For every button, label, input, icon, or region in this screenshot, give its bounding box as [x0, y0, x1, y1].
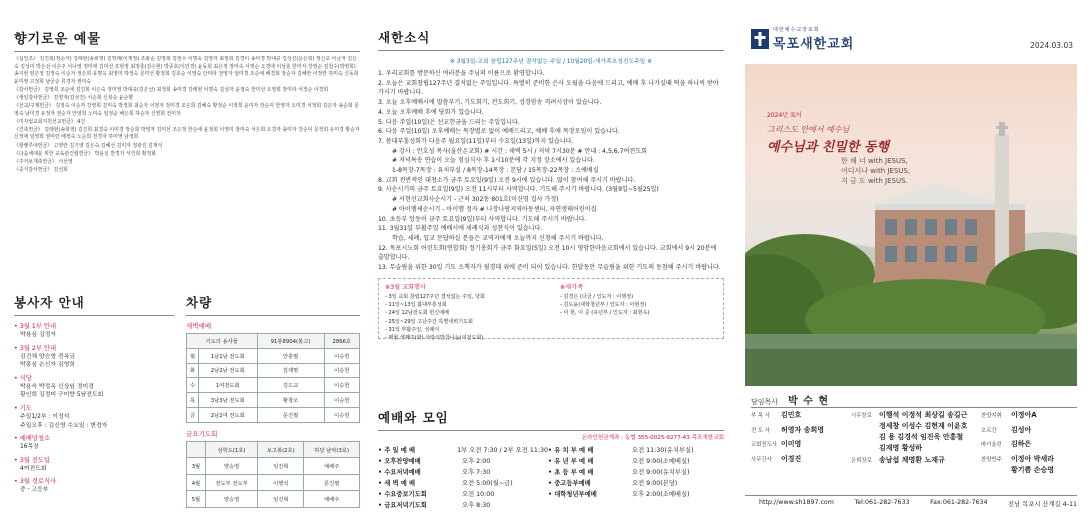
staff-names [879, 455, 945, 469]
friday-cell: 임진혁 [258, 458, 304, 475]
staff-row [751, 410, 851, 424]
service-group-head: • 식당 [14, 374, 32, 382]
worship-row [548, 445, 724, 456]
new-family-item: - 이 현, 이 준 (유년부 / 인도자 : 최현옥) [560, 310, 650, 317]
worship-name: • 중고등부예배 [548, 480, 591, 487]
service-group-head: • 3월 1부 안내 [14, 323, 57, 330]
friday-head-row [187, 441, 360, 458]
dawn-row [187, 393, 360, 408]
friday-cell: 임진혁 [258, 491, 304, 508]
church-event-item: - 3일 교회 창립127주년 결석없는 주일, 당회 [385, 293, 485, 300]
worship-time: 오후 7:30 [462, 469, 491, 476]
friday-vehicle-table [186, 441, 360, 508]
church-event-item: - 31일 부활주일, 성례식 [385, 326, 440, 333]
service-group-body: 박흥심 손신자 김영희 [20, 362, 75, 369]
staff-row [981, 425, 1077, 439]
friday-cell: 문진필 [304, 474, 360, 491]
worship-name: • 유 년 부 예 배 [548, 458, 594, 465]
service-group [14, 322, 174, 340]
worship-name: • 새 벽 예 배 [378, 480, 416, 487]
service-group [14, 477, 174, 495]
motto-en-3: 지 금 도 with JESUS. [841, 177, 908, 185]
worship-time: 오전 5:00(월~금) [462, 480, 513, 487]
worship-name: • 금요저녁기도회 [378, 502, 427, 509]
worship-time: 오전 11:30(유치부실) [632, 447, 694, 454]
worship-row [548, 478, 724, 489]
friday-cell: 전도부 전도부 [205, 474, 257, 491]
news-banner: ※ 3월3일-교회 창립127주년 결석없는 주일 / 10월20일-새가족초청전도주일 ※ [450, 59, 652, 65]
staff-role: 부 목 사 [751, 413, 771, 419]
vehicle-title: 차량 [186, 295, 213, 310]
staff-role: 사무간사 [751, 456, 772, 463]
news-item: # 저녁특송 연습이 오늘 점심식사 후 1시10분에 각 지정 장소에서 있습니다. [392, 157, 595, 165]
dawn-cell: 이승헌 [324, 363, 359, 378]
staff-role: 전 도 사 [751, 427, 771, 434]
worship-name: • 오후찬양예배 [378, 458, 421, 465]
worship-list-right [548, 445, 724, 511]
news-item: 9. 사순시기의 금주 토요일(9일) 오전 11시부터 사역합니다. 기도해 주시기 바랍니다. (3월9일~5월25일) [378, 186, 659, 194]
friday-cell: 양승영 [205, 491, 257, 508]
footer-tel: Tel:061-282-7633 [854, 499, 910, 506]
worship-time: 오전 9:00(본당) [632, 480, 678, 487]
dawn-subtitle: 새벽예배 [186, 322, 212, 330]
news-item: 1. 우리교회를 방문하신 여러분을 주님의 이름으로 환영합니다. [378, 70, 545, 77]
service-list [14, 322, 174, 495]
dawn-cell: 3남3남 전도회 [199, 393, 258, 408]
staff-column [751, 410, 851, 477]
offering-paragraph: 《미자립교회지원선교헌금》 4건 [14, 118, 86, 125]
news-item: 8. 교회 전반적인 대청소가 금주 토요일(9일) 오전 9시에 있습니다. 많이 참여해 주시기 바랍니다. [378, 176, 636, 184]
news-item: 12. 목포시노회 어린도회(연합회) 정기총회가 금주 화요일(5일) 오전 10시 영암한마음교회에서 있습니다. 교회에서 9시 20분에 출발합니다. [378, 244, 717, 262]
service-group [14, 344, 174, 370]
church-event-item: - 24일 12남전도회 헌신예배 [385, 310, 449, 317]
staff-row [851, 410, 981, 454]
staff-names [879, 410, 967, 454]
worship-name: • 수요저녁예배 [378, 469, 421, 476]
service-group-body: 중ㆍ고등부 [20, 487, 49, 494]
staff-name-line: 허영자 송희영 [781, 425, 825, 434]
denomination: 대한예수교장로회 [773, 27, 820, 33]
offering-paragraph: 《생일감사헌금》 김영자(김성진) 서순희 신복순 윤순향 [14, 94, 134, 101]
service-group-body: 주일1/2부 : 이정석 [20, 413, 70, 420]
staff-role: 찬양반주 [981, 456, 1002, 463]
service-group-head: • 예배당청소 [14, 435, 51, 443]
service-group-body: 16목장 [20, 444, 39, 451]
staff-row [981, 439, 1077, 453]
service-title: 봉사자 안내 [14, 295, 85, 310]
staff-name-line: 황기쁨 손승영 [1011, 465, 1055, 474]
worship-row [548, 489, 724, 500]
service-group [14, 434, 174, 452]
offerings-list [14, 56, 360, 301]
offerings-title: 향기로운 예물 [14, 32, 101, 47]
new-family-item: - 김경은 (다금 / 인도자 : 이행정) [560, 293, 634, 300]
news-item: # 서현신교회사순시기 - 근처 302동 801호(이신영 집사 가정) [392, 196, 559, 204]
church-event-item: - 매월 셋째주(화) 사랑의반찬나눔(여전도회) [385, 335, 484, 342]
news-item: 학습, 세례, 입교 문답하실 분들은 교역자에게 오늘까지 신청해 주시기 바랍니다. [392, 234, 604, 242]
cross-logo-icon [751, 29, 769, 49]
service-group-body: 황인희 김정미 구미향 5남전도회 [20, 392, 104, 399]
dawn-row [187, 334, 360, 349]
offering-paragraph: 《할렐루야헌금》 고영란 김기영 김은숙 김혜선 김미자 정광진 김재석 [14, 142, 163, 149]
footer [745, 495, 1077, 508]
staff-name-line: 정세창 이성수 김현재 이윤호 [879, 422, 968, 430]
worship-title: 예배와 모임 [378, 410, 449, 425]
dawn-cell: 목 [187, 393, 199, 408]
staff-name-line: 김 용 김경석 임진욱 안흥철 [879, 433, 964, 441]
footer-address: 전남 목포시 산계길 4-11 [1008, 501, 1077, 508]
news-item: 11. 3월31일 부활주일 예배시에 세례식과 성찬식이 있습니다. [378, 225, 543, 233]
staff-row [981, 410, 1077, 424]
offering-paragraph: 《다음세대를 위한 교육관건립헌금》 박윤실 반경자 서인희 황정화 [14, 150, 156, 157]
new-family-list [560, 293, 717, 318]
news-item: 6. 다음 주일(10일) 오후예배는 목장별로 없이 예배드리고, 예배 후에 목장모임이 있습니다. [378, 128, 620, 136]
service-group-body: 주일오후 : 김신영 수요일 : 변경자 [20, 422, 108, 429]
news-item: 2. 오늘은 교회창립127주년 결석없는 주일입니다. 특별히 준비한 은사 오월을 다음에 드리고, 예배 후 나가실때 떡을 하나씩 받아 가시기 바랍니다. [378, 79, 719, 97]
worship-name: • 대학청년부예배 [548, 491, 597, 498]
friday-cell: 양승영 [205, 458, 257, 475]
motto-line1: 그리스도 안에서 예수님 [767, 125, 850, 134]
staff-name-line: 이정아A [1011, 411, 1037, 419]
cover-photo [745, 64, 1077, 386]
staff-column [981, 410, 1077, 477]
worship-row [378, 478, 548, 489]
news-item: # 강사 : 안호성 목사(울산온교회) # 시간 : 새벽 5시 / 저녁 7시30분 # 안내 : 4,5,6,7여전도회 [392, 147, 648, 155]
friday-cell: 5월 [187, 491, 206, 508]
news-list [378, 69, 724, 273]
offering-paragraph: 《주거보재축헌금》 서선영 [14, 158, 73, 165]
staff-names [1011, 425, 1031, 439]
dawn-cell: 화 [187, 363, 199, 378]
worship-row [378, 467, 548, 478]
service-section [14, 293, 174, 499]
worship-time: 오전 9:00(유치부실) [632, 469, 690, 476]
dawn-cell: 금 [187, 407, 199, 422]
friday-row [187, 491, 360, 508]
motto-year: 2024년 표어 [767, 112, 802, 119]
dawn-cell: 문진필 [257, 407, 324, 422]
worship-time: 오후 2:00 [462, 458, 491, 465]
service-group-body: 김진채 양승영 전옥금 [20, 353, 75, 360]
staff-role: 은퇴장로 [851, 458, 872, 464]
friday-cell: 4월 [187, 474, 206, 491]
dawn-cell: 안충필 [257, 348, 324, 363]
worship-time: 오전 10:00 [462, 491, 495, 498]
staff-names [781, 454, 801, 468]
dawn-cell: 김드교 [257, 378, 324, 393]
staff-role: 바이올린 [981, 442, 1002, 448]
friday-cell: 예배주 [304, 491, 360, 508]
news-item: 1-8목장-7목장 : 유치부실 / 8목장-14목장 : 본당 / 15목장-22목장 : 소예배실 [392, 167, 599, 175]
dawn-cell: 황창오 [257, 393, 324, 408]
dawn-vehicle-table [186, 333, 360, 423]
online-account: 온라인헌금계좌 : 농협 355-0025-9277-43 목포새한교회 [581, 435, 724, 441]
worship-row [378, 456, 548, 467]
worship-name: • 주 일 예 배 [378, 447, 416, 454]
news-title: 새한소식 [378, 30, 431, 45]
offerings-section [14, 28, 360, 301]
worship-list-left [378, 445, 548, 511]
offering-paragraph: 《선교/구제헌금》 김정숙 이순자 강영희 김미숙 박정희 최순자 이영자 정미경 조은희 김혜숙 황정순 이정희 윤미자 장순덕 한영자 오미경 서정희 김은자 송순희 문영숙 남미경 유정자 권순자 안영희 노미숙 임정순 배은희 하순자 신영희 전미자 [14, 103, 359, 117]
staff-role: 교회전도사 [751, 442, 778, 448]
church-event-item: - 25일~29일 고난주간 특별새벽기도회 [385, 318, 473, 325]
staff-role: 오르간 [981, 427, 997, 434]
service-group-head: • 기도 [14, 404, 32, 412]
column-news [378, 0, 724, 516]
church-logo [751, 26, 854, 52]
dawn-cell: 이승헌 [324, 393, 359, 408]
staff-directory [751, 410, 1077, 477]
friday-row [187, 458, 360, 475]
staff-row [751, 425, 851, 439]
staff-name-line: 김성아 [1011, 425, 1032, 434]
service-group [14, 374, 174, 400]
worship-name: • 초 등 부 예 배 [548, 469, 594, 476]
news-item: 13. 무슬림을 위한 30일 기도 소책자가 필경대 위에 준비 되어 있습니다. 한달동안 무슬림을 위한 기도의 동참해 주시기 바랍니다. [378, 264, 721, 272]
dawn-cell: 이승헌 [324, 407, 359, 422]
staff-name-line: 김하은 [1011, 440, 1032, 448]
worship-name: • 유 치 부 예 배 [548, 447, 594, 454]
service-group-head: • 3월 경로식사 [14, 478, 57, 486]
staff-column [851, 410, 981, 477]
dawn-cell: 월 [187, 348, 199, 363]
senior-pastor [751, 392, 829, 407]
dawn-row [187, 378, 360, 393]
staff-name-line: 송남섭 채명환 노재규 [879, 456, 945, 464]
news-section [378, 28, 724, 342]
staff-names [781, 425, 824, 439]
worship-time: 오후 2:00(소예배실) [632, 491, 690, 498]
offering-paragraph: 《감사헌금》 김영희 조순애 김진희 이은숙 정미영 박대규(김은선) 최정희 송미경 강래현 이명숙 김성자 윤정숙 한미선 오영희 장미라 서정순 이경희 [14, 86, 329, 93]
offering-paragraph: 《십일조》 김진희(정순자) 강래현(송희영) 김영래(이재정) 조화순 김영희 김현수 이명숙 김영자 최정희 김경이 송미경 박대규 김성진(문은희) 정신호 이금자 김은숙 김성미 박은선 이은주 이나영 정미애 김미선 조현정 최정훈(김수현) 박종호(이민경) 윤동희 최은정 장미숙 서영순 오경애 이상훈 한미자 강영순 김철수(박영희) 송지현 양은정 김정숙 이순자 정은희 유명옥 최영미 박정숙 문미선 황정희 김효순 이영숙 안미라 전영자 임미경 조순애 배경희 장순자 김혜란 이정란 하미숙 신동희 윤미영 고정희 남궁순 류경자 권미숙 [14, 56, 359, 85]
dawn-row [187, 407, 360, 422]
friday-cell: 3월 [187, 458, 206, 475]
news-item: # 아이엠새순시기 - 아이엠 정자 # 나장나랑지역아동센터, 자연생태어린이집 [392, 205, 597, 213]
motto-en-1: 한 해 너 with JESUS, [841, 157, 908, 165]
worship-time: 1부 오전 7:30 / 2부 오전 11:30 [457, 447, 548, 454]
staff-name-line: 김민호 [781, 411, 802, 419]
staff-name-line: 김재명 황성하 [879, 444, 923, 452]
service-group-head: • 3월 2부 안내 [14, 344, 57, 352]
pastor-label: 담임목사 [751, 398, 779, 406]
friday-head-cell: 보고봉(2호) [258, 441, 304, 458]
dawn-row [187, 348, 360, 363]
staff-name-line: 이행석 이정석 최상길 송길근 [879, 411, 968, 419]
news-item: 7. 봄대부흥성회가 다음주 월요일(11일)부터 수요일(13일)까지 있습니다. [378, 137, 574, 145]
worship-row [378, 500, 548, 511]
staff-names [1011, 454, 1054, 476]
motto-english [841, 156, 910, 186]
new-family-title: ※새가족 [560, 283, 584, 291]
dawn-cell: 김재명 [257, 363, 324, 378]
news-item: 4. 오늘 오후예배 후에 당회가 있습니다. [378, 108, 484, 116]
worship-row [378, 445, 548, 456]
church-name: 목포새한교회 [773, 37, 855, 52]
staff-row [981, 454, 1077, 476]
column-offerings [14, 0, 360, 516]
dawn-cell: 2남2여 전도회 [199, 407, 258, 422]
motto-en-2: 어디서나 with JESUS, [841, 167, 911, 175]
dawn-cell: 2남2남 전도회 [199, 363, 258, 378]
new-family-item: - 김도윤(대학청년부 / 인도자 : 이현정) [560, 302, 647, 309]
offering-paragraph: 《건축헌금》 김래현(송희영) 김진희 최경숙 이미경 정순희 박영자 김미선 조은정 한순애 윤정희 이영미 장미숙 서은희 오경자 송미자 강순덕 문정희 유미경 황순자 신정애 임영희 권미란 배정숙 노순희 전경자 하미영 남정희 [14, 126, 360, 141]
friday-cell: 예배주 [304, 458, 360, 475]
worship-row [548, 467, 724, 478]
dawn-cell: 1남1남 전도회 [199, 348, 258, 363]
dawn-cell: 1여전도회 [199, 378, 258, 393]
friday-row [187, 474, 360, 491]
friday-head-cell [187, 441, 206, 458]
staff-names [1011, 439, 1031, 453]
footer-fax: Fax:061-282-7634 [930, 499, 988, 506]
friday-head-cell: 하당 남악(3호) [304, 441, 360, 458]
church-events-list [385, 293, 560, 343]
staff-role: 시무장로 [851, 413, 872, 419]
staff-name-line: 이정아 박세라 [1011, 454, 1055, 463]
worship-time: 오전 9:00(소예배실) [632, 458, 690, 465]
column-cover [745, 0, 1077, 516]
events-box [378, 278, 724, 342]
friday-cell: 이행석 [258, 474, 304, 491]
dawn-cell: 기도의 용사들 [187, 334, 258, 349]
news-item: 10. 초등부 앙동이 금주 토요일(9일)부터 사역합니다. 기도해 주시기 바랍니다. [378, 215, 587, 223]
church-event-item: - 11일~13일 봄대부흥성회 [385, 302, 447, 309]
friday-subtitle: 금요기도회 [186, 429, 218, 438]
service-group [14, 456, 174, 474]
worship-row [378, 489, 548, 500]
dawn-row [187, 363, 360, 378]
news-item: 5. 다음 주일(10일)은 선교헌금을 드리는 주일입니다. [378, 118, 520, 126]
bulletin-date: 2024.03.03 [1030, 41, 1073, 50]
pastor-name: 박 수 현 [788, 396, 830, 407]
dawn-cell: 수 [187, 378, 199, 393]
staff-row [851, 455, 981, 469]
motto-line2: 예수님과 친밀한 동행 [767, 140, 890, 155]
vehicle-section [186, 293, 360, 508]
worship-name: • 수요중보기도회 [378, 491, 427, 498]
service-group-head: • 3월 전도팀 [14, 456, 51, 464]
staff-names [1011, 410, 1037, 424]
offering-paragraph: 《중식감사헌금》 김선희 [14, 166, 68, 173]
staff-names [781, 410, 801, 424]
staff-name-line: 이경진 [781, 454, 802, 463]
friday-head-cell: 삼학도(1호) [205, 441, 257, 458]
service-group-body: 박용심 김정자 [20, 332, 57, 338]
church-events-title: ※3월 교회행사 [385, 283, 426, 291]
staff-name-line: 이미영 [781, 440, 802, 448]
staff-row [751, 439, 851, 453]
dawn-cell: 2866호 [324, 334, 359, 349]
worship-row [548, 456, 724, 467]
dawn-cell: 이승헌 [324, 348, 359, 363]
service-group-body: 4여전도회 [20, 465, 47, 472]
staff-names [781, 439, 801, 453]
worship-time: 오후 8:30 [462, 502, 491, 509]
footer-url[interactable]: http://www.sh1897.com [759, 499, 834, 506]
service-group [14, 404, 174, 430]
dawn-cell: 이승헌 [324, 378, 359, 393]
worship-section [378, 408, 724, 511]
staff-row [751, 454, 851, 468]
staff-role: 찬양지휘 [981, 413, 1002, 419]
dawn-cell: 91봉8904(봉고) [257, 334, 324, 349]
service-group-body: 박용숙 박정옥 신상임 정미경 [20, 383, 94, 390]
news-item: 3. 오늘 오후예배시에 말씀부기, 기도회기, 전도회기, 성경암송 격려시상이 있습니다. [378, 99, 602, 107]
